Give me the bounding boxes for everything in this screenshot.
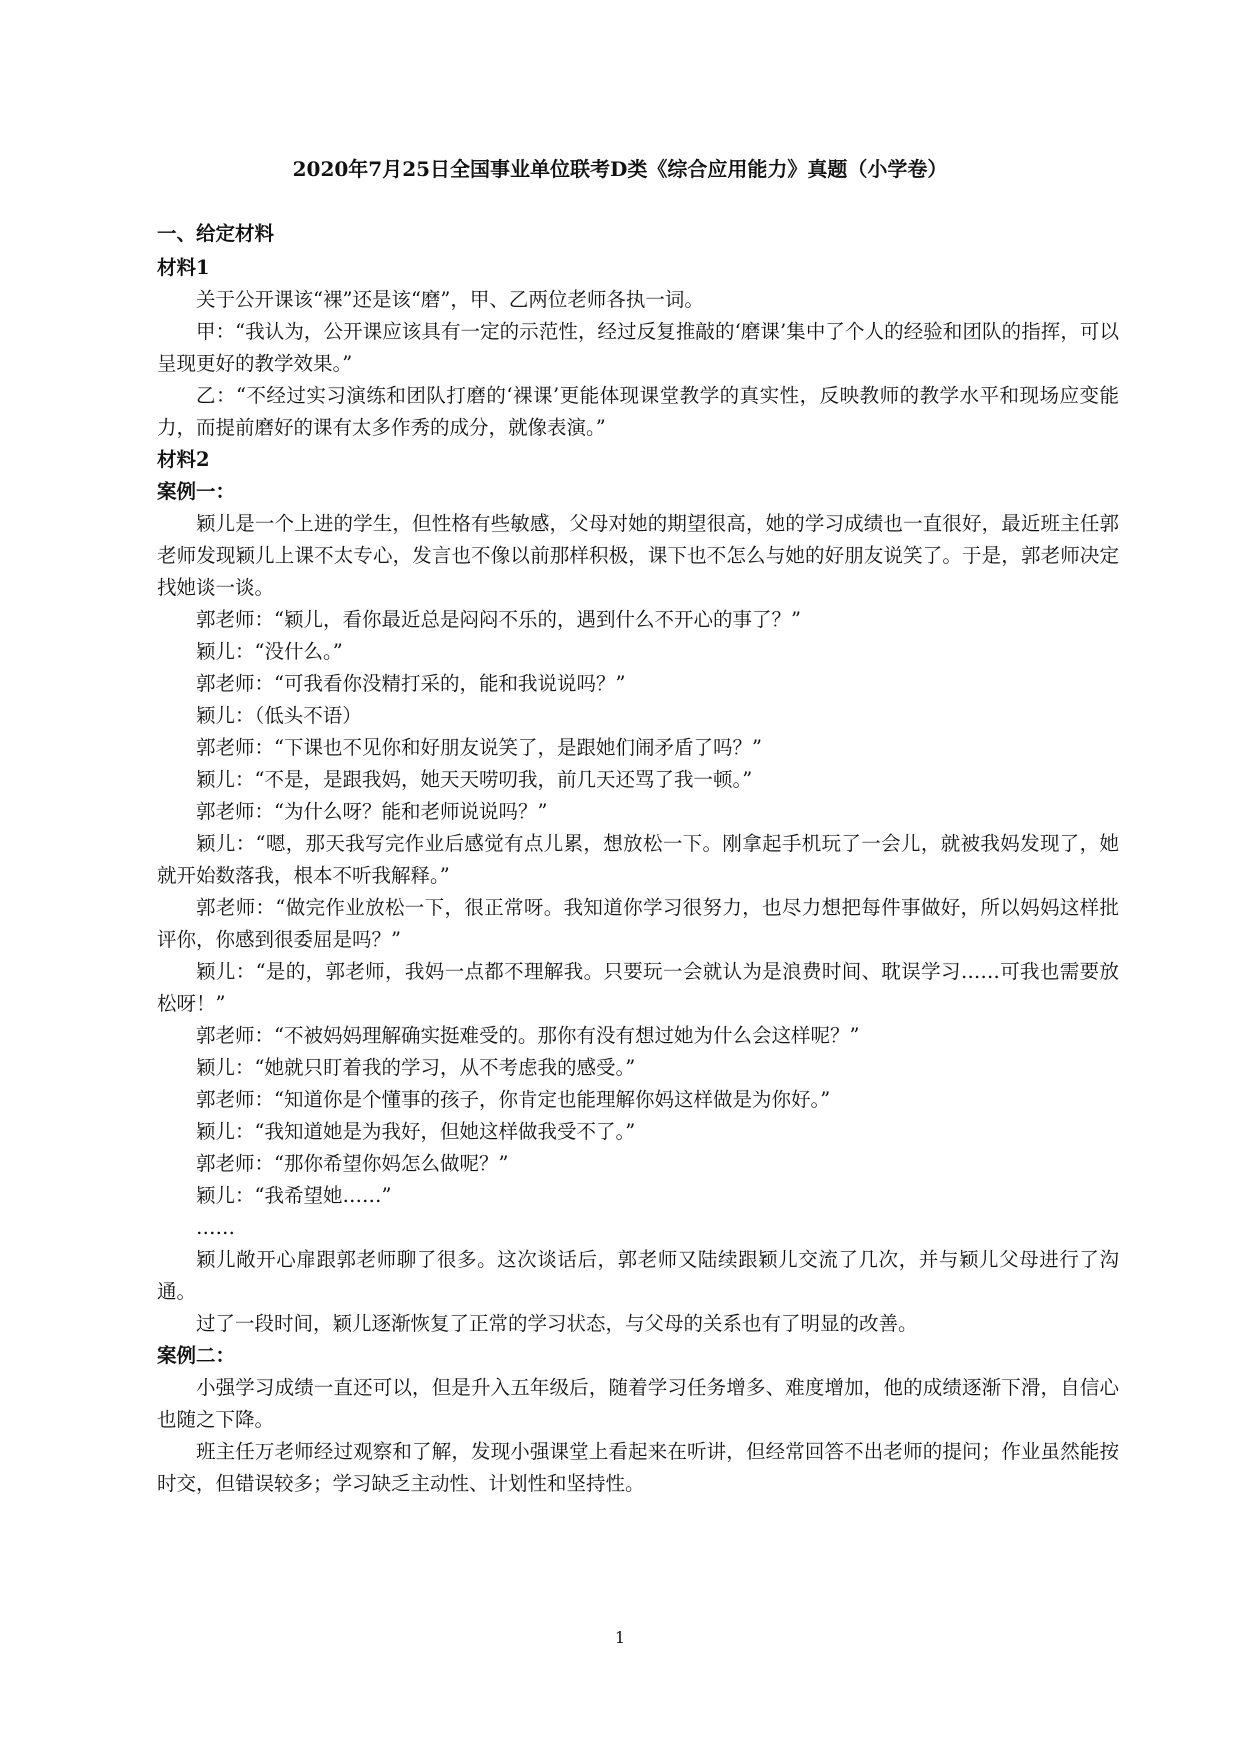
case2-paragraph: 班主任万老师经过观察和了解，发现小强课堂上看起来在听讲，但经常回答不出老师的提问；作业虽然能按时交，但错误较多；学习缺乏主动性、计划性和坚持性。 (157, 1440, 1119, 1495)
dialogue-line: 郭老师：“不被妈妈理解确实挺难受的。那你有没有想过她为什么会这样呢？” (196, 1024, 860, 1047)
dialogue-line: 颖儿：（低头不语） (196, 704, 362, 727)
section-heading: 一、给定材料 (157, 222, 275, 245)
dialogue-line: 郭老师：“可我看你没精打采的，能和我说说吗？” (196, 672, 626, 695)
dialogue-line: 颖儿：“我知道她是为我好，但她这样做我受不了。” (196, 1120, 636, 1143)
dialogue-line: 颖儿：“我希望她……” (196, 1184, 392, 1207)
case2-paragraph: 小强学习成绩一直还可以，但是升入五年级后，随着学习任务增多、难度增加，他的成绩逐渐下滑，自信心也随之下降。 (157, 1376, 1119, 1431)
material2-heading: 材料2 (157, 448, 210, 471)
dialogue-line: 颖儿：“没什么。” (196, 640, 343, 663)
case1-paragraph: 颖儿敞开心扉跟郭老师聊了很多。这次谈话后，郭老师又陆续跟颖儿交流了几次，并与颖儿父母进行了沟通。 (157, 1248, 1119, 1303)
case1-paragraph: 颖儿是一个上进的学生，但性格有些敏感，父母对她的期望很高，她的学习成绩也一直很好，最近班主任郭老师发现颖儿上课不太专心，发言也不像以前那样积极，课下也不怎么与她的好朋友说笑了。于是，郭老师决定找她谈一谈。 (157, 512, 1119, 599)
dialogue-line: 郭老师：“颖儿，看你最近总是闷闷不乐的，遇到什么不开心的事了？” (196, 608, 801, 631)
dialogue-line: 颖儿：“她就只盯着我的学习，从不考虑我的感受。” (196, 1056, 636, 1079)
document-title: 2020年7月25日全国事业单位联考D类《综合应用能力》真题（小学卷） (292, 157, 948, 181)
dialogue-line: 颖儿：“不是，是跟我妈，她天天唠叨我，前几天还骂了我一顿。” (196, 768, 753, 791)
ellipsis-line: …… (196, 1216, 235, 1239)
material1-paragraph: 甲：“我认为，公开课应该具有一定的示范性，经过反复推敲的‘磨课’集中了个人的经验和团队的指挥，可以呈现更好的教学效果。” (157, 320, 1119, 375)
dialogue-line: 郭老师：“为什么呀？能和老师说说吗？” (196, 800, 548, 823)
case2-heading: 案例二： (157, 1344, 236, 1367)
dialogue-line: 郭老师：“那你希望你妈怎么做呢？” (196, 1152, 509, 1175)
dialogue-line: 郭老师：“做完作业放松一下，很正常呀。我知道你学习很努力，也尽力想把每件事做好，所以妈妈这样批评你，你感到很委屈是吗？” (157, 896, 1119, 951)
page-number: 1 (614, 1628, 626, 1647)
document-body (157, 218, 1119, 1500)
dialogue-line: 颖儿：“嗯，那天我写完作业后感觉有点儿累，想放松一下。刚拿起手机玩了一会儿，就被我妈发现了，她就开始数落我，根本不听我解释。” (157, 832, 1119, 887)
material1-paragraph: 乙：“不经过实习演练和团队打磨的‘裸课’更能体现课堂教学的真实性，反映教师的教学水平和现场应变能力，而提前磨好的课有太多作秀的成分，就像表演。” (157, 384, 1119, 439)
dialogue-line: 郭老师：“下课也不见你和好朋友说笑了，是跟她们闹矛盾了吗？” (196, 736, 762, 759)
material1-paragraph: 关于公开课该“裸”还是该“磨”，甲、乙两位老师各执一词。 (196, 288, 704, 311)
dialogue-line: 颖儿：“是的，郭老师，我妈一点都不理解我。只要玩一会就认为是浪费时间、耽误学习……可我也需要放松呀！” (157, 960, 1119, 1015)
case1-heading: 案例一： (157, 480, 236, 503)
dialogue-line: 郭老师：“知道你是个懂事的孩子，你肯定也能理解你妈这样做是为你好。” (196, 1088, 831, 1111)
material1-heading: 材料1 (157, 256, 210, 279)
case1-paragraph: 过了一段时间，颖儿逐渐恢复了正常的学习状态，与父母的关系也有了明显的改善。 (196, 1312, 918, 1335)
